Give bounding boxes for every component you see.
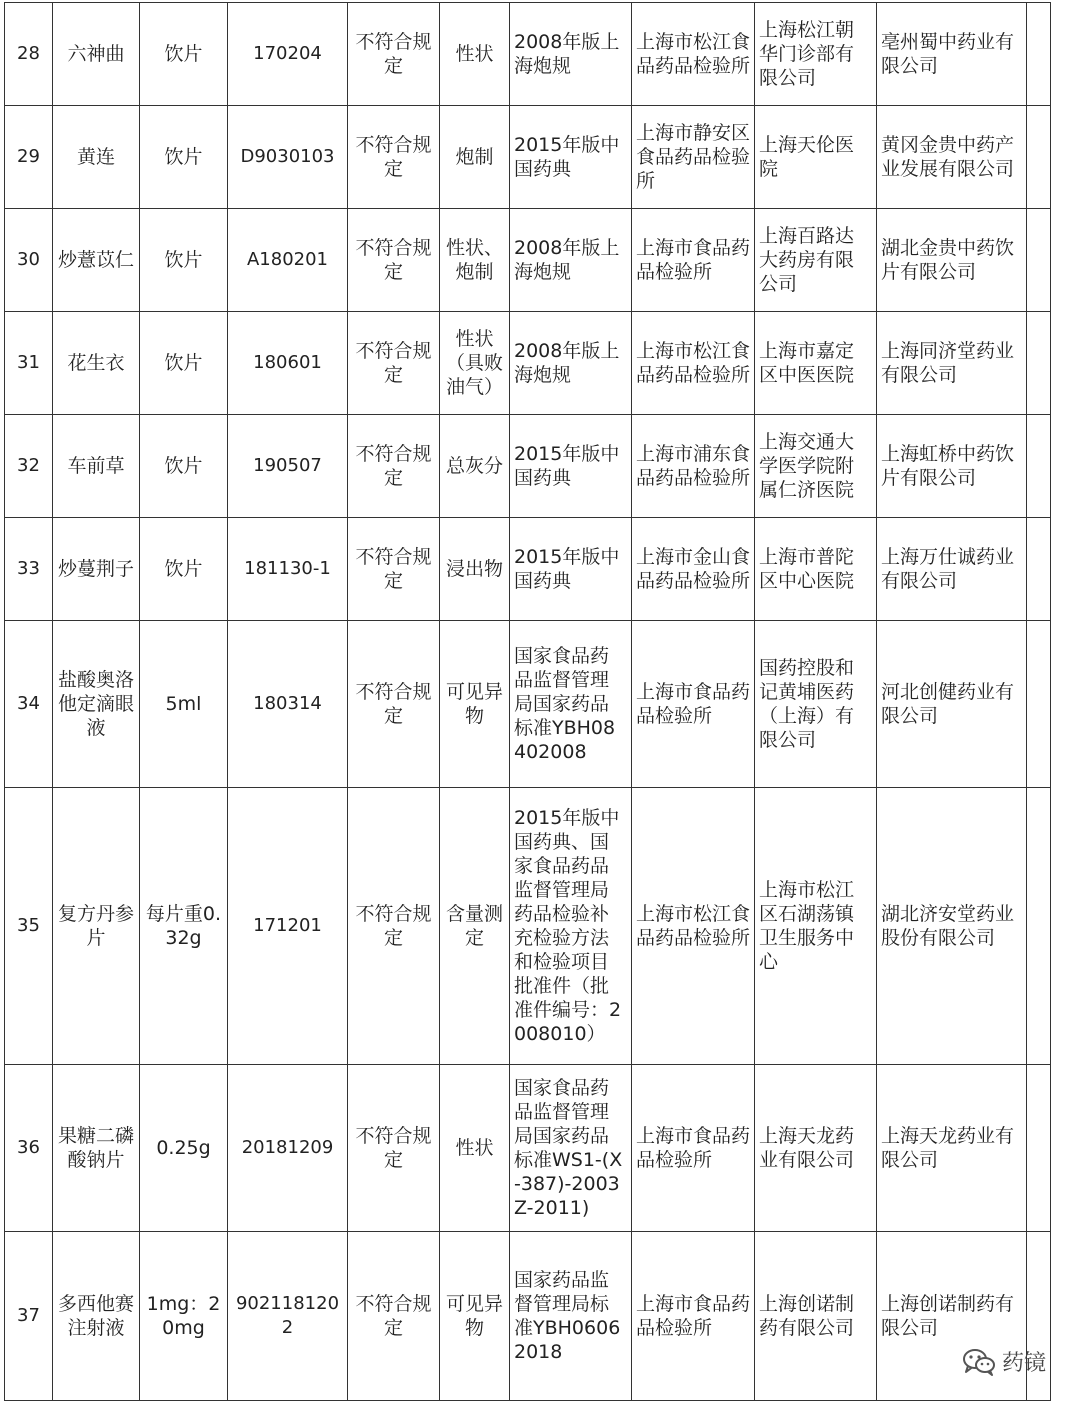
cell-batch: 180601 bbox=[228, 312, 348, 415]
wechat-icon bbox=[962, 1348, 996, 1376]
cell-inspector: 上海市松江食品药品检验所 bbox=[632, 788, 755, 1065]
cell-inspector: 上海市静安区食品药品检验所 bbox=[632, 106, 755, 209]
cell-drug-name: 果糖二磷酸钠片 bbox=[53, 1065, 140, 1232]
cell-no: 30 bbox=[5, 209, 53, 312]
table-row bbox=[5, 621, 1051, 788]
cell-batch: D9030103 bbox=[228, 106, 348, 209]
cell-seized-unit: 上海创诺制药有限公司 bbox=[755, 1232, 877, 1401]
cell-empty bbox=[1027, 788, 1051, 1065]
cell-seized-unit: 上海市松江区石湖荡镇卫生服务中心 bbox=[755, 788, 877, 1065]
cell-inspector: 上海市浦东食品药品检验所 bbox=[632, 415, 755, 518]
cell-drug-name: 花生衣 bbox=[53, 312, 140, 415]
cell-spec: 5ml bbox=[140, 621, 228, 788]
cell-result: 不符合规定 bbox=[348, 621, 440, 788]
cell-no: 35 bbox=[5, 788, 53, 1065]
cell-result: 不符合规定 bbox=[348, 518, 440, 621]
cell-result: 不符合规定 bbox=[348, 1065, 440, 1232]
cell-empty bbox=[1027, 1065, 1051, 1232]
cell-batch: 9021181202 bbox=[228, 1232, 348, 1401]
cell-inspector: 上海市松江食品药品检验所 bbox=[632, 312, 755, 415]
watermark bbox=[962, 1346, 1046, 1377]
cell-item: 炮制 bbox=[440, 106, 510, 209]
cell-result: 不符合规定 bbox=[348, 209, 440, 312]
cell-batch: 20181209 bbox=[228, 1065, 348, 1232]
cell-batch: 180314 bbox=[228, 621, 348, 788]
cell-manufacturer: 上海同济堂药业有限公司 bbox=[877, 312, 1027, 415]
cell-spec: 0.25g bbox=[140, 1065, 228, 1232]
cell-item: 总灰分 bbox=[440, 415, 510, 518]
cell-batch: 171201 bbox=[228, 788, 348, 1065]
cell-result: 不符合规定 bbox=[348, 106, 440, 209]
cell-manufacturer: 亳州蜀中药业有限公司 bbox=[877, 3, 1027, 106]
cell-empty bbox=[1027, 106, 1051, 209]
recall-table bbox=[4, 2, 1051, 1401]
cell-batch: 170204 bbox=[228, 3, 348, 106]
cell-manufacturer: 上海虹桥中药饮片有限公司 bbox=[877, 415, 1027, 518]
cell-manufacturer: 湖北金贵中药饮片有限公司 bbox=[877, 209, 1027, 312]
cell-drug-name: 六神曲 bbox=[53, 3, 140, 106]
cell-manufacturer: 上海天龙药业有限公司 bbox=[877, 1065, 1027, 1232]
cell-item: 可见异物 bbox=[440, 621, 510, 788]
cell-drug-name: 复方丹参片 bbox=[53, 788, 140, 1065]
cell-inspector: 上海市食品药品检验所 bbox=[632, 1065, 755, 1232]
cell-standard: 2008年版上海炮规 bbox=[510, 3, 632, 106]
cell-drug-name: 车前草 bbox=[53, 415, 140, 518]
table-row bbox=[5, 415, 1051, 518]
cell-result: 不符合规定 bbox=[348, 415, 440, 518]
cell-standard: 2015年版中国药典 bbox=[510, 518, 632, 621]
cell-inspector: 上海市松江食品药品检验所 bbox=[632, 3, 755, 106]
cell-no: 29 bbox=[5, 106, 53, 209]
cell-no: 32 bbox=[5, 415, 53, 518]
cell-item: 含量测定 bbox=[440, 788, 510, 1065]
table-row bbox=[5, 518, 1051, 621]
cell-empty bbox=[1027, 312, 1051, 415]
cell-no: 28 bbox=[5, 3, 53, 106]
watermark-text: 药镜 bbox=[1001, 1351, 1046, 1376]
cell-spec: 每片重0.32g bbox=[140, 788, 228, 1065]
cell-result: 不符合规定 bbox=[348, 1232, 440, 1401]
cell-no: 34 bbox=[5, 621, 53, 788]
cell-no: 31 bbox=[5, 312, 53, 415]
cell-inspector: 上海市食品药品检验所 bbox=[632, 1232, 755, 1401]
cell-inspector: 上海市金山食品药品检验所 bbox=[632, 518, 755, 621]
table-row bbox=[5, 788, 1051, 1065]
cell-item: 性状（具败油气） bbox=[440, 312, 510, 415]
cell-standard: 国家食品药品监督管理局国家药品标准WS1-(X-387)-2003Z-2011) bbox=[510, 1065, 632, 1232]
cell-standard: 2008年版上海炮规 bbox=[510, 312, 632, 415]
cell-manufacturer: 上海创诺制药有限公司 bbox=[877, 1232, 1027, 1401]
cell-inspector: 上海市食品药品检验所 bbox=[632, 209, 755, 312]
cell-standard: 国家药品监督管理局标准YBH06062018 bbox=[510, 1232, 632, 1401]
cell-standard: 2015年版中国药典 bbox=[510, 106, 632, 209]
cell-spec: 1mg：20mg bbox=[140, 1232, 228, 1401]
cell-seized-unit: 上海天龙药业有限公司 bbox=[755, 1065, 877, 1232]
cell-seized-unit: 上海交通大学医学院附属仁济医院 bbox=[755, 415, 877, 518]
cell-standard: 2008年版上海炮规 bbox=[510, 209, 632, 312]
cell-seized-unit: 国药控股和记黄埔医药（上海）有限公司 bbox=[755, 621, 877, 788]
cell-item: 浸出物 bbox=[440, 518, 510, 621]
cell-drug-name: 多西他赛注射液 bbox=[53, 1232, 140, 1401]
cell-spec: 饮片 bbox=[140, 106, 228, 209]
cell-no: 33 bbox=[5, 518, 53, 621]
cell-seized-unit: 上海松江朝华门诊部有限公司 bbox=[755, 3, 877, 106]
table-row bbox=[5, 3, 1051, 106]
cell-batch: 181130-1 bbox=[228, 518, 348, 621]
cell-item: 性状 bbox=[440, 3, 510, 106]
cell-empty bbox=[1027, 415, 1051, 518]
cell-empty bbox=[1027, 518, 1051, 621]
cell-inspector: 上海市食品药品检验所 bbox=[632, 621, 755, 788]
cell-manufacturer: 湖北济安堂药业股份有限公司 bbox=[877, 788, 1027, 1065]
cell-drug-name: 黄连 bbox=[53, 106, 140, 209]
cell-result: 不符合规定 bbox=[348, 788, 440, 1065]
table-row bbox=[5, 106, 1051, 209]
cell-manufacturer: 黄冈金贵中药产业发展有限公司 bbox=[877, 106, 1027, 209]
cell-standard: 2015年版中国药典、国家食品药品监督管理局药品检验补充检验方法和检验项目批准件（批准件编号：2008010） bbox=[510, 788, 632, 1065]
cell-seized-unit: 上海百路达大药房有限公司 bbox=[755, 209, 877, 312]
cell-empty bbox=[1027, 3, 1051, 106]
table-row bbox=[5, 1232, 1051, 1401]
cell-spec: 饮片 bbox=[140, 3, 228, 106]
table-row bbox=[5, 209, 1051, 312]
cell-seized-unit: 上海天伦医院 bbox=[755, 106, 877, 209]
cell-spec: 饮片 bbox=[140, 312, 228, 415]
cell-item: 可见异物 bbox=[440, 1232, 510, 1401]
cell-empty bbox=[1027, 209, 1051, 312]
cell-item: 性状、炮制 bbox=[440, 209, 510, 312]
cell-spec: 饮片 bbox=[140, 415, 228, 518]
table-row bbox=[5, 1065, 1051, 1232]
cell-manufacturer: 上海万仕诚药业有限公司 bbox=[877, 518, 1027, 621]
cell-seized-unit: 上海市普陀区中心医院 bbox=[755, 518, 877, 621]
cell-batch: A180201 bbox=[228, 209, 348, 312]
cell-drug-name: 炒薏苡仁 bbox=[53, 209, 140, 312]
cell-empty bbox=[1027, 621, 1051, 788]
cell-spec: 饮片 bbox=[140, 518, 228, 621]
cell-item: 性状 bbox=[440, 1065, 510, 1232]
cell-standard: 2015年版中国药典 bbox=[510, 415, 632, 518]
cell-drug-name: 炒蔓荆子 bbox=[53, 518, 140, 621]
cell-drug-name: 盐酸奥洛他定滴眼液 bbox=[53, 621, 140, 788]
table-body bbox=[5, 3, 1051, 1401]
cell-no: 36 bbox=[5, 1065, 53, 1232]
cell-no: 37 bbox=[5, 1232, 53, 1401]
cell-seized-unit: 上海市嘉定区中医医院 bbox=[755, 312, 877, 415]
cell-batch: 190507 bbox=[228, 415, 348, 518]
cell-result: 不符合规定 bbox=[348, 312, 440, 415]
cell-manufacturer: 河北创健药业有限公司 bbox=[877, 621, 1027, 788]
table-row bbox=[5, 312, 1051, 415]
cell-standard: 国家食品药品监督管理局国家药品标准YBH08402008 bbox=[510, 621, 632, 788]
cell-spec: 饮片 bbox=[140, 209, 228, 312]
cell-result: 不符合规定 bbox=[348, 3, 440, 106]
